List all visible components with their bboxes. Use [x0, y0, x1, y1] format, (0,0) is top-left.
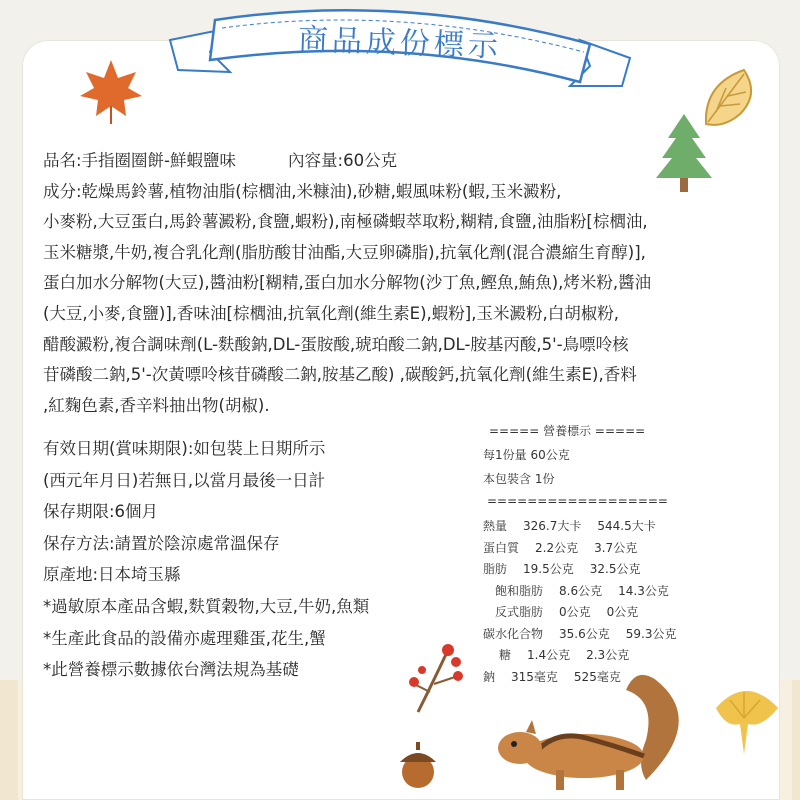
regulation-note: *此營養標示數據依台灣法規為基礎: [43, 660, 299, 680]
ingredient-line: 成分:乾燥馬鈴薯,植物油脂(棕櫚油,米糠油),砂糖,蝦風味粉(蝦,玉米澱粉,: [43, 181, 562, 201]
nutrition-row: 蛋白質 2.2公克 3.7公克: [483, 540, 638, 555]
ingredient-line: ,紅麴色素,香辛料抽出物(胡椒).: [43, 395, 270, 415]
nutrition-row: 糖 1.4公克 2.3公克: [499, 648, 630, 662]
page-title: 商品成份標示: [297, 22, 503, 65]
nutrition-row: 熱量 326.7大卡 544.5大卡: [483, 519, 656, 533]
shelf-life: 保存期限:6個月: [43, 502, 159, 522]
serving-size: 每1份量 60公克: [483, 447, 570, 462]
nutrition-row: 飽和脂肪 8.6公克 14.3公克: [495, 583, 669, 598]
ginkgo-leaf-icon: [710, 678, 784, 758]
product-info: [43, 146, 763, 421]
berry-branch-icon: [408, 640, 464, 714]
product-name: 品名:手指圈圈餅-鮮蝦鹽味: [43, 151, 237, 170]
nutrition-row: 脂肪 19.5公克 32.5公克: [483, 562, 641, 576]
expiry-date: 有效日期(賞味期限):如包裝上日期所示: [43, 439, 326, 458]
ingredient-line: 蛋白加水分解物(大豆),醬油粉[糊精,蛋白加水分解物(沙丁魚,鰹魚,鮪魚),烤米粉,醬油: [43, 273, 652, 293]
ingredient-line: 小麥粉,大豆蛋白,馬鈴薯澱粉,食鹽,蝦粉),南極磷蝦萃取粉,糊精,食鹽,油脂粉[棕櫚油,: [43, 212, 648, 232]
product-details: [43, 433, 369, 686]
nutrition-row: 反式脂肪 0公克 0公克: [495, 605, 639, 619]
nutrition-title: ===== 營養標示 =====: [489, 424, 646, 438]
net-content: 內容量:60公克: [288, 151, 398, 170]
servings-per-pack: 本包裝含 1份: [483, 471, 555, 486]
ingredient-line: (大豆,小麥,食鹽)],香味油[棕櫚油,抗氧化劑(維生素E),蝦粉],玉米澱粉,白胡椒粉,: [43, 303, 619, 323]
ingredient-line: 苷磷酸二鈉,5'-次黃嘌呤核苷磷酸二鈉,胺基乙酸) ,碳酸鈣,抗氧化劑(維生素E),香料: [43, 365, 637, 385]
allergen-note: *過敏原本產品含蝦,麩質穀物,大豆,牛奶,魚類: [43, 596, 370, 616]
expiry-note: (西元年月日)若無日,以當月最後一日計: [43, 470, 326, 490]
maple-leaf-icon: [78, 56, 144, 126]
equipment-note: *生產此食品的設備亦處理雞蛋,花生,蟹: [43, 628, 326, 648]
ingredient-line: 玉米糖漿,牛奶,複合乳化劑(脂肪酸甘油酯,大豆卵磷脂),抗氧化劑(混合濃縮生育醇)],: [43, 242, 646, 262]
ingredient-line: 醋酸澱粉,複合調味劑(L-麩酸鈉,DL-蛋胺酸,琥珀酸二鈉,DL-胺基丙酸,5'-鳥嘌呤核: [43, 334, 629, 354]
nutrition-divider: ==================: [487, 493, 668, 508]
acorn-icon: [396, 740, 440, 790]
product-name-row: [43, 146, 763, 177]
origin: 原產地:日本埼玉縣: [43, 565, 181, 585]
nutrition-facts: [483, 421, 683, 688]
storage-method: 保存方法:請置於陰涼處常溫保存: [43, 533, 280, 553]
nutrition-row: 鈉 315毫克 525毫克: [483, 669, 621, 684]
nutrition-row: 碳水化合物 35.6公克 59.3公克: [483, 626, 677, 641]
